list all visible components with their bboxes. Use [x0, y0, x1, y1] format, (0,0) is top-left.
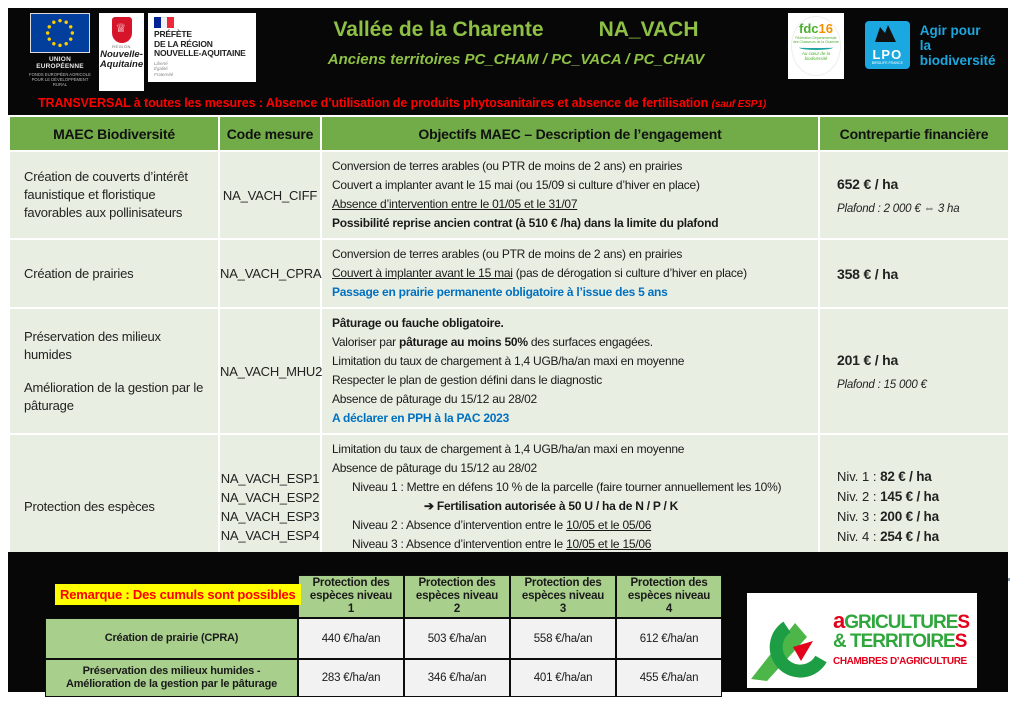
title-code: NA_VACH	[598, 18, 699, 41]
col-header-code: Code mesure	[219, 116, 321, 151]
page-title	[276, 18, 756, 42]
price-mhu2: 201 € / ha Plafond : 15 000 €	[819, 308, 1009, 434]
price-esp: Niv. 1 : 82 € / ha Niv. 2 : 145 € / ha Niv. 3 : 200 € / ha Niv. 4 : 254 € / ha	[819, 434, 1009, 580]
top-header-band	[8, 8, 1008, 115]
nouvelle-aquitaine-logo	[99, 13, 144, 91]
table-row	[9, 151, 1009, 239]
table-row	[9, 308, 1009, 434]
region-name: Nouvelle- Aquitaine	[99, 49, 144, 70]
cumul-row2-val4: 455 €/ha/an	[616, 659, 722, 697]
code-mhu2: NA_VACH_MHU2	[219, 308, 321, 434]
title-text: Vallée de la Charente	[333, 18, 544, 41]
cumul-header-niveau3: Protection des espèces niveau 3	[510, 575, 616, 618]
table-row	[9, 239, 1009, 308]
fdc16-name: fdc16	[799, 21, 833, 36]
desc-ciff: Conversion de terres arables (ou PTR de moins de 2 ans) en prairies Couvert a implanter avant le 15 mai (ou 15/09 si culture d’hiver en place) Absence d’intervention entre le 01/05 et le 31/07 Possibilité reprise ancien contrat (à 510 € /ha) dans la limite du plafond	[321, 151, 819, 239]
chambres-agriculture-logo	[747, 593, 977, 688]
lpo-subtext: BIRDLIFE FRANCE	[871, 61, 903, 65]
lpo-tagline: Agir pour la biodiversité	[919, 22, 996, 68]
eu-logo-caption: UNION EUROPÉENNE	[36, 56, 84, 70]
cumul-row2-label: Préservation des milieux humides - Amélioration de la gestion par le pâturage	[45, 659, 298, 697]
cumul-row2-val3: 401 €/ha/an	[510, 659, 616, 697]
cumul-header-niveau1: Protection des espèces niveau 1	[298, 575, 404, 618]
col-header-contrepartie: Contrepartie financière	[819, 116, 1009, 151]
eu-flag-icon	[30, 13, 90, 53]
chambres-text: aGRICULTURES & TERRITOIRES CHAMBRES D’AGRICULTURE	[833, 607, 970, 667]
price-cpra: 358 € / ha	[819, 239, 1009, 308]
cumul-row1-val2: 503 €/ha/an	[404, 618, 510, 659]
fdc16-subtext: Fédération Départementale des Chasseurs de la Charente	[793, 36, 839, 44]
fdc16-logo	[788, 13, 844, 79]
transversal-banner: TRANSVERSAL à toutes les mesures : Absence d’utilisation de produits phytosanitaires et absence de fertilisation (sauf ESP1)	[38, 96, 767, 110]
maec-table	[8, 115, 1010, 581]
bottom-band	[8, 552, 1008, 692]
cumul-header-niveau2: Protection des espèces niveau 2	[404, 575, 510, 618]
region-shield-icon	[112, 17, 132, 43]
measure-cpra: Création de prairies	[9, 239, 219, 308]
fdc16-script: Au cœur de la biodiversité	[801, 51, 831, 61]
prefete-line1: PRÉFÈTE	[154, 29, 192, 39]
cumul-row1-val1: 440 €/ha/an	[298, 618, 404, 659]
eu-logo	[27, 13, 93, 87]
code-esp: NA_VACH_ESP1 NA_VACH_ESP2 NA_VACH_ESP3 NA_VACH_ESP4	[219, 434, 321, 580]
maec-table-header-row	[9, 116, 1009, 151]
lpo-box	[865, 21, 910, 69]
cumul-row1-label: Création de prairie (CPRA)	[45, 618, 298, 659]
price-ciff: 652 € / ha Plafond : 2 000 € ⇔ 3 ha	[819, 151, 1009, 239]
lpo-acronym: LPO	[872, 47, 903, 62]
remark-label: Remarque : Des cumuls sont possibles	[55, 584, 301, 605]
code-ciff: NA_VACH_CIFF	[219, 151, 321, 239]
prefete-line3: NOUVELLE-AQUITAINE	[154, 48, 246, 58]
cumul-header-niveau4: Protection des espèces niveau 4	[616, 575, 722, 618]
col-header-objectifs: Objectifs MAEC – Description de l’engagement	[321, 116, 819, 151]
arrow-icon: ➔	[424, 499, 437, 513]
prefete-logo	[148, 13, 256, 82]
chambres-a-icon	[749, 599, 833, 683]
lpo-birds-icon	[867, 23, 907, 43]
lpo-logo	[865, 21, 1008, 69]
measure-mhu2: Préservation des milieux humides Amélioration de la gestion par le pâturage	[9, 308, 219, 434]
desc-cpra: Conversion de terres arables (ou PTR de moins de 2 ans) en prairies Couvert à implanter avant le 15 mai (pas de dérogation si culture d’hiver en place) Passage en prairie permanente obligatoire à l’issue des 5 ans	[321, 239, 819, 308]
eu-logo-subcaption: FONDS EUROPÉEN AGRICOLE POUR LE DÉVELOPPEMENT RURAL	[29, 72, 91, 87]
prefete-line2: DE LA RÉGION	[154, 38, 213, 49]
prefete-motto: Liberté Égalité Fraternité	[154, 60, 174, 77]
measure-ciff: Création de couverts d’intérêt faunistique et floristique favorables aux pollinisateurs	[9, 151, 219, 239]
cumul-row1-val3: 558 €/ha/an	[510, 618, 616, 659]
france-flag-icon	[154, 17, 174, 28]
desc-mhu2: Pâturage ou fauche obligatoire. Valoriser par pâturage au moins 50% des surfaces engagées. Limitation du taux de chargement à 1,4 UGB/ha/an maxi en moyenne Respecter le plan de gestion défini dans le diagnostic Absence de pâturage du 15/12 au 28/02 A déclarer en PPH à la PAC 2023	[321, 308, 819, 434]
col-header-maec: MAEC Biodiversité	[9, 116, 219, 151]
desc-esp: Limitation du taux de chargement à 1,4 UGB/ha/an maxi en moyenne Absence de pâturage du 15/12 au 28/02 Niveau 1 : Mettre en défens 10 % de la parcelle (faire tourner annuellement les 10%) ➔ Fertilisation autorisée à 50 U / ha de N / P / K Niveau 2 : Absence d’intervention entre le 10/05 et le 05/06 Niveau 3 : Absence d’intervention entre le 10/05 et le 15/06	[321, 434, 819, 580]
region-small-label: RÉGION	[112, 44, 131, 49]
code-cpra: NA_VACH_CPRA	[219, 239, 321, 308]
page-subtitle: Anciens territoires PC_CHAM / PC_VACA / PC_CHAV	[327, 51, 705, 68]
cumul-row1-val4: 612 €/ha/an	[616, 618, 722, 659]
cumul-row2-val2: 346 €/ha/an	[404, 659, 510, 697]
fdc16-wave-icon	[799, 45, 833, 50]
title-block	[276, 18, 756, 68]
measure-esp: Protection des espèces	[9, 434, 219, 580]
cumul-row2-val1: 283 €/ha/an	[298, 659, 404, 697]
